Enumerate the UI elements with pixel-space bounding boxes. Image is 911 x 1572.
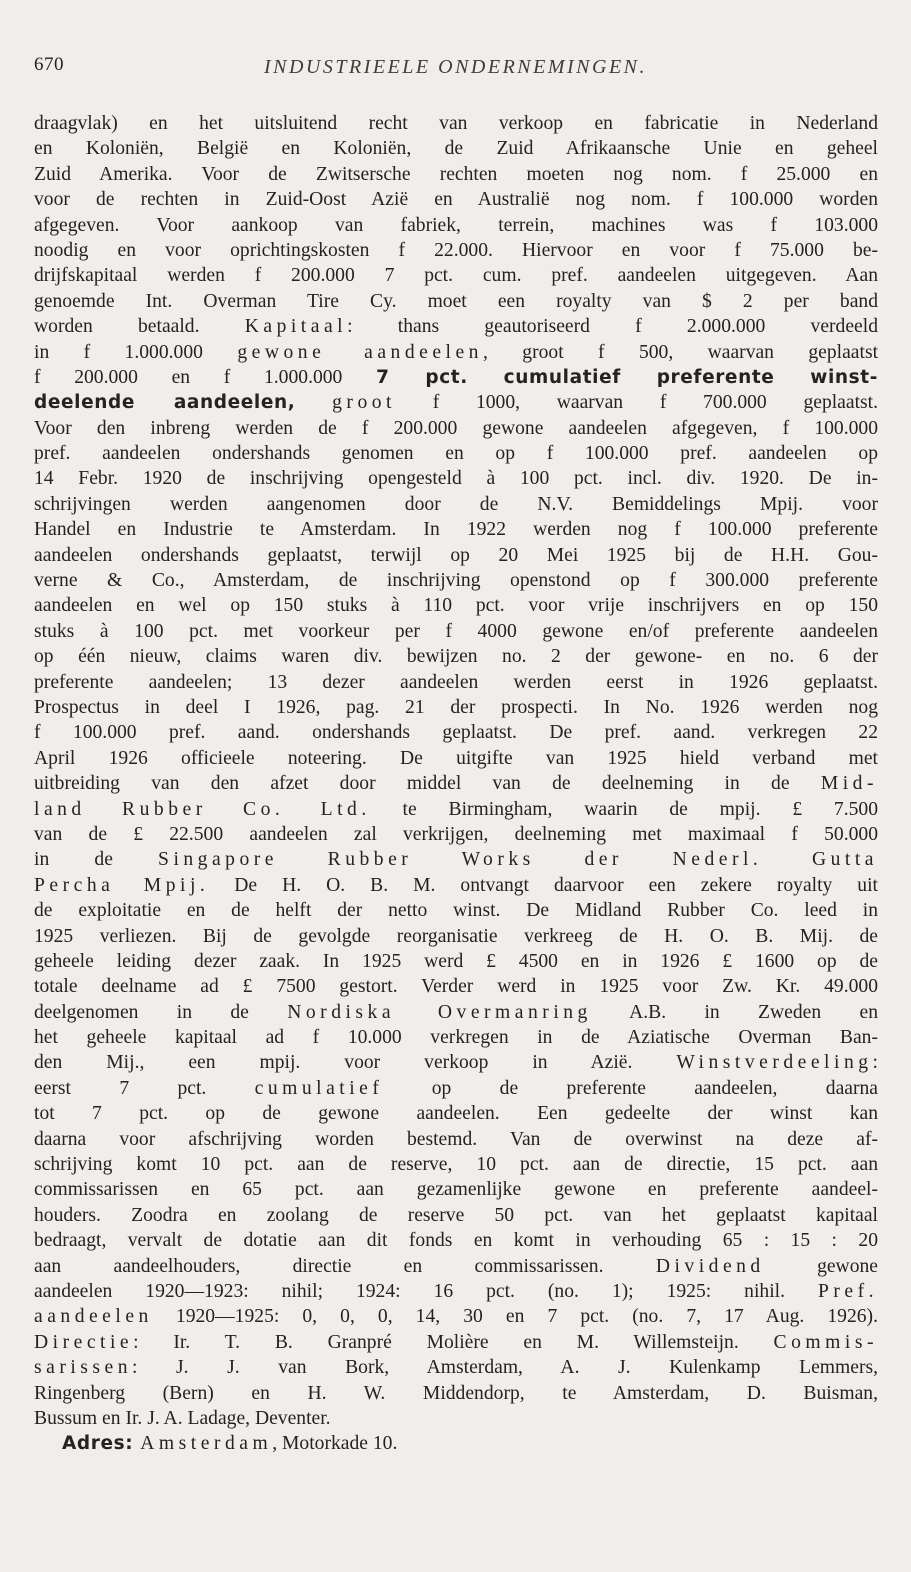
spaced-emphasis: Mid- <box>820 773 878 795</box>
spaced-emphasis: Commis- <box>773 1331 878 1353</box>
spaced-emphasis: sarissen <box>34 1357 133 1379</box>
bold-emphasis: deelende aandeelen, <box>34 392 296 414</box>
text-line: stuks à 100 pct. met voorkeur per f 4000 gewone en/of preferente aandeelen <box>34 620 878 642</box>
text-line: land Rubber Co. Ltd. te Birmingham, waarin de mpij. £ 7.500 <box>34 798 878 820</box>
spaced-emphasis: Winstverdeeling <box>676 1052 873 1074</box>
text-line: April 1926 officieele noteering. De uitgifte van 1925 hield verband met <box>34 747 878 769</box>
text-line: genoemde Int. Overman Tire Cy. moet een royalty van $ 2 per band <box>34 290 878 312</box>
text-line: verne & Co., Amsterdam, de inschrijving openstond op f 300.000 preferente <box>34 570 878 592</box>
spaced-emphasis: aandeelen <box>34 1306 153 1328</box>
text-line: aandeelen 1920—1923: nihil; 1924: 16 pct. (no. 1); 1925: nihil. Pref. <box>34 1280 878 1302</box>
address-line <box>34 1431 878 1456</box>
spaced-emphasis: Dividend <box>655 1255 765 1277</box>
text-line: voor de rechten in Zuid-Oost Azië en Australië nog nom. f 100.000 worden <box>34 189 878 211</box>
text-line: houders. Zoodra en zoolang de reserve 50 pct. van het geplaatst kapitaal <box>34 1204 878 1226</box>
text-line: het geheele kapitaal ad f 10.000 verkregen in de Aziatische Overman Ban- <box>34 1027 878 1049</box>
text-line: preferente aandeelen; 13 dezer aandeelen werden eerst in 1926 geplaatst. <box>34 671 878 693</box>
spaced-emphasis: gewone aandeelen <box>237 341 483 363</box>
spaced-emphasis: Directie <box>34 1331 134 1353</box>
text-line: sarissen: J. J. van Bork, Amsterdam, A. J. Kulenkamp Lemmers, <box>34 1357 878 1379</box>
address-street: , Motorkade 10. <box>272 1433 398 1455</box>
page-header <box>34 50 877 86</box>
text-line: f 200.000 en f 1.000.000 7 pct. cumulatief preferente winst- <box>34 366 878 388</box>
text-line: afgegeven. Voor aankoop van fabriek, terrein, machines was f 103.000 <box>34 214 878 236</box>
spaced-emphasis: land Rubber Co. Ltd. <box>34 798 371 820</box>
spaced-emphasis: cumulatief <box>254 1077 384 1099</box>
text-line: Zuid Amerika. Voor de Zwitsersche rechten moeten nog nom. f 25.000 en <box>34 163 878 185</box>
text-line: Handel en Industrie te Amsterdam. In 1922 werden nog f 100.000 preferente <box>34 519 878 541</box>
text-line: Prospectus in deel I 1926, pag. 21 der prospecti. In No. 1926 werden nog <box>34 696 878 718</box>
text-line: eerst 7 pct. cumulatief op de preferente aandeelen, daarna <box>34 1077 878 1099</box>
text-line: drijfskapitaal werden f 200.000 7 pct. cum. pref. aandeelen uitgegeven. Aan <box>34 265 878 287</box>
spaced-emphasis: Kapitaal <box>244 316 348 338</box>
spaced-emphasis: groot <box>332 392 396 414</box>
text-line: geheele leiding dezer zaak. In 1925 werd £ 4500 en in 1926 £ 1600 op de <box>34 950 878 972</box>
text-line: aandeelen en wel op 150 stuks à 110 pct. voor vrije inschrijvers en op 150 <box>34 595 878 617</box>
text-line: 14 Febr. 1920 de inschrijving opengesteld à 100 pct. incl. div. 1920. De in- <box>34 468 878 490</box>
text-line: commissarissen en 65 pct. aan gezamenlijke gewone en preferente aandeel- <box>34 1179 878 1201</box>
text-line: aan aandeelhouders, directie en commissarissen. Dividend gewone <box>34 1255 878 1277</box>
text-line: schrijving komt 10 pct. aan de reserve, 10 pct. aan de directie, 15 pct. aan <box>34 1154 878 1176</box>
text-line: deelende aandeelen, groot f 1000, waarvan f 700.000 geplaatst. <box>34 392 878 414</box>
text-line: Percha Mpij. De H. O. B. M. ontvangt daarvoor een zekere royalty uit <box>34 874 878 896</box>
text-line: deelgenomen in de Nordiska Overmanring A.B. in Zweden en <box>34 1001 878 1023</box>
text-line: 1925 verliezen. Bij de gevolgde reorganisatie verkreeg de H. O. B. Mij. de <box>34 925 878 947</box>
address-label: Adres: <box>62 1433 141 1455</box>
spaced-emphasis: Pref. <box>817 1280 878 1302</box>
text-line: schrijvingen werden aangenomen door de N.V. Bemiddelings Mpij. voor <box>34 493 878 515</box>
text-line: draagvlak) en het uitsluitend recht van verkoop en fabricatie in Nederland <box>34 113 878 134</box>
text-line: op één nieuw, claims waren div. bewijzen no. 2 der gewone- en no. 6 der <box>34 646 878 668</box>
page-number: 670 <box>34 54 64 75</box>
text-line: tot 7 pct. op de gewone aandeelen. Een gedeelte der winst kan <box>34 1103 878 1125</box>
text-line: daarna voor afschrijving worden bestemd. Van de overwinst na deze af- <box>34 1128 878 1150</box>
text-line: den Mij., een mpij. voor verkoop in Azië. Winstverdeeling: <box>34 1052 878 1074</box>
text-line: aandeelen 1920—1925: 0, 0, 0, 14, 30 en 7 pct. (no. 7, 17 Aug. 1926). <box>34 1306 878 1328</box>
spaced-emphasis: Percha Mpij. <box>34 874 210 896</box>
bold-emphasis: 7 pct. cumulatief preferente winst- <box>376 366 878 388</box>
text-line: Voor den inbreng werden de f 200.000 gewone aandeelen afgegeven, f 100.000 <box>34 417 878 439</box>
spaced-emphasis: Singapore Rubber Works der Nederl. Gutta <box>158 849 878 871</box>
text-line: uitbreiding van den afzet door middel van de deelneming in de Mid- <box>34 773 878 795</box>
text-line: in de Singapore Rubber Works der Nederl. Gutta <box>34 849 878 871</box>
text-line: Directie: Ir. T. B. Granpré Molière en M. Willemsteijn. Commis- <box>34 1331 878 1353</box>
text-line: bedraagt, vervalt de dotatie aan dit fonds en komt in verhouding 65 : 15 : 20 <box>34 1230 878 1252</box>
text-line: noodig en voor oprichtingskosten f 22.000. Hiervoor en voor f 75.000 be- <box>34 239 878 261</box>
text-line: Ringenberg (Bern) en H. W. Middendorp, te Amsterdam, D. Buisman, <box>34 1382 878 1404</box>
text-line: van de £ 22.500 aandeelen zal verkrijgen, deelneming met maximaal f 50.000 <box>34 823 878 845</box>
text-line: worden betaald. Kapitaal: thans geautoriseerd f 2.000.000 verdeeld <box>34 316 878 338</box>
address-city: Amsterdam <box>140 1433 273 1455</box>
spaced-emphasis: Nordiska Overmanring <box>287 1001 592 1023</box>
text-line: f 100.000 pref. aand. ondershands geplaatst. De pref. aand. verkregen 22 <box>34 722 878 744</box>
text-line: totale deelname ad £ 7500 gestort. Verder werd in 1925 voor Zw. Kr. 49.000 <box>34 976 878 998</box>
text-line: Bussum en Ir. J. A. Ladage, Deventer. <box>34 1407 331 1429</box>
body-text <box>34 111 878 1457</box>
text-line: in f 1.000.000 gewone aandeelen, groot f 500, waarvan geplaatst <box>34 341 878 363</box>
running-title: INDUSTRIEELE ONDERNEMINGEN. <box>263 56 648 78</box>
text-line: de exploitatie en de helft der netto winst. De Midland Rubber Co. leed in <box>34 900 878 922</box>
text-line: en Koloniën, België en Koloniën, de Zuid Afrikaansche Unie en geheel <box>34 138 878 160</box>
text-line: pref. aandeelen ondershands genomen en op f 100.000 pref. aandeelen op <box>34 443 878 465</box>
text-line: aandeelen ondershands geplaatst, terwijl op 20 Mei 1925 bij de H.H. Gou- <box>34 544 878 566</box>
